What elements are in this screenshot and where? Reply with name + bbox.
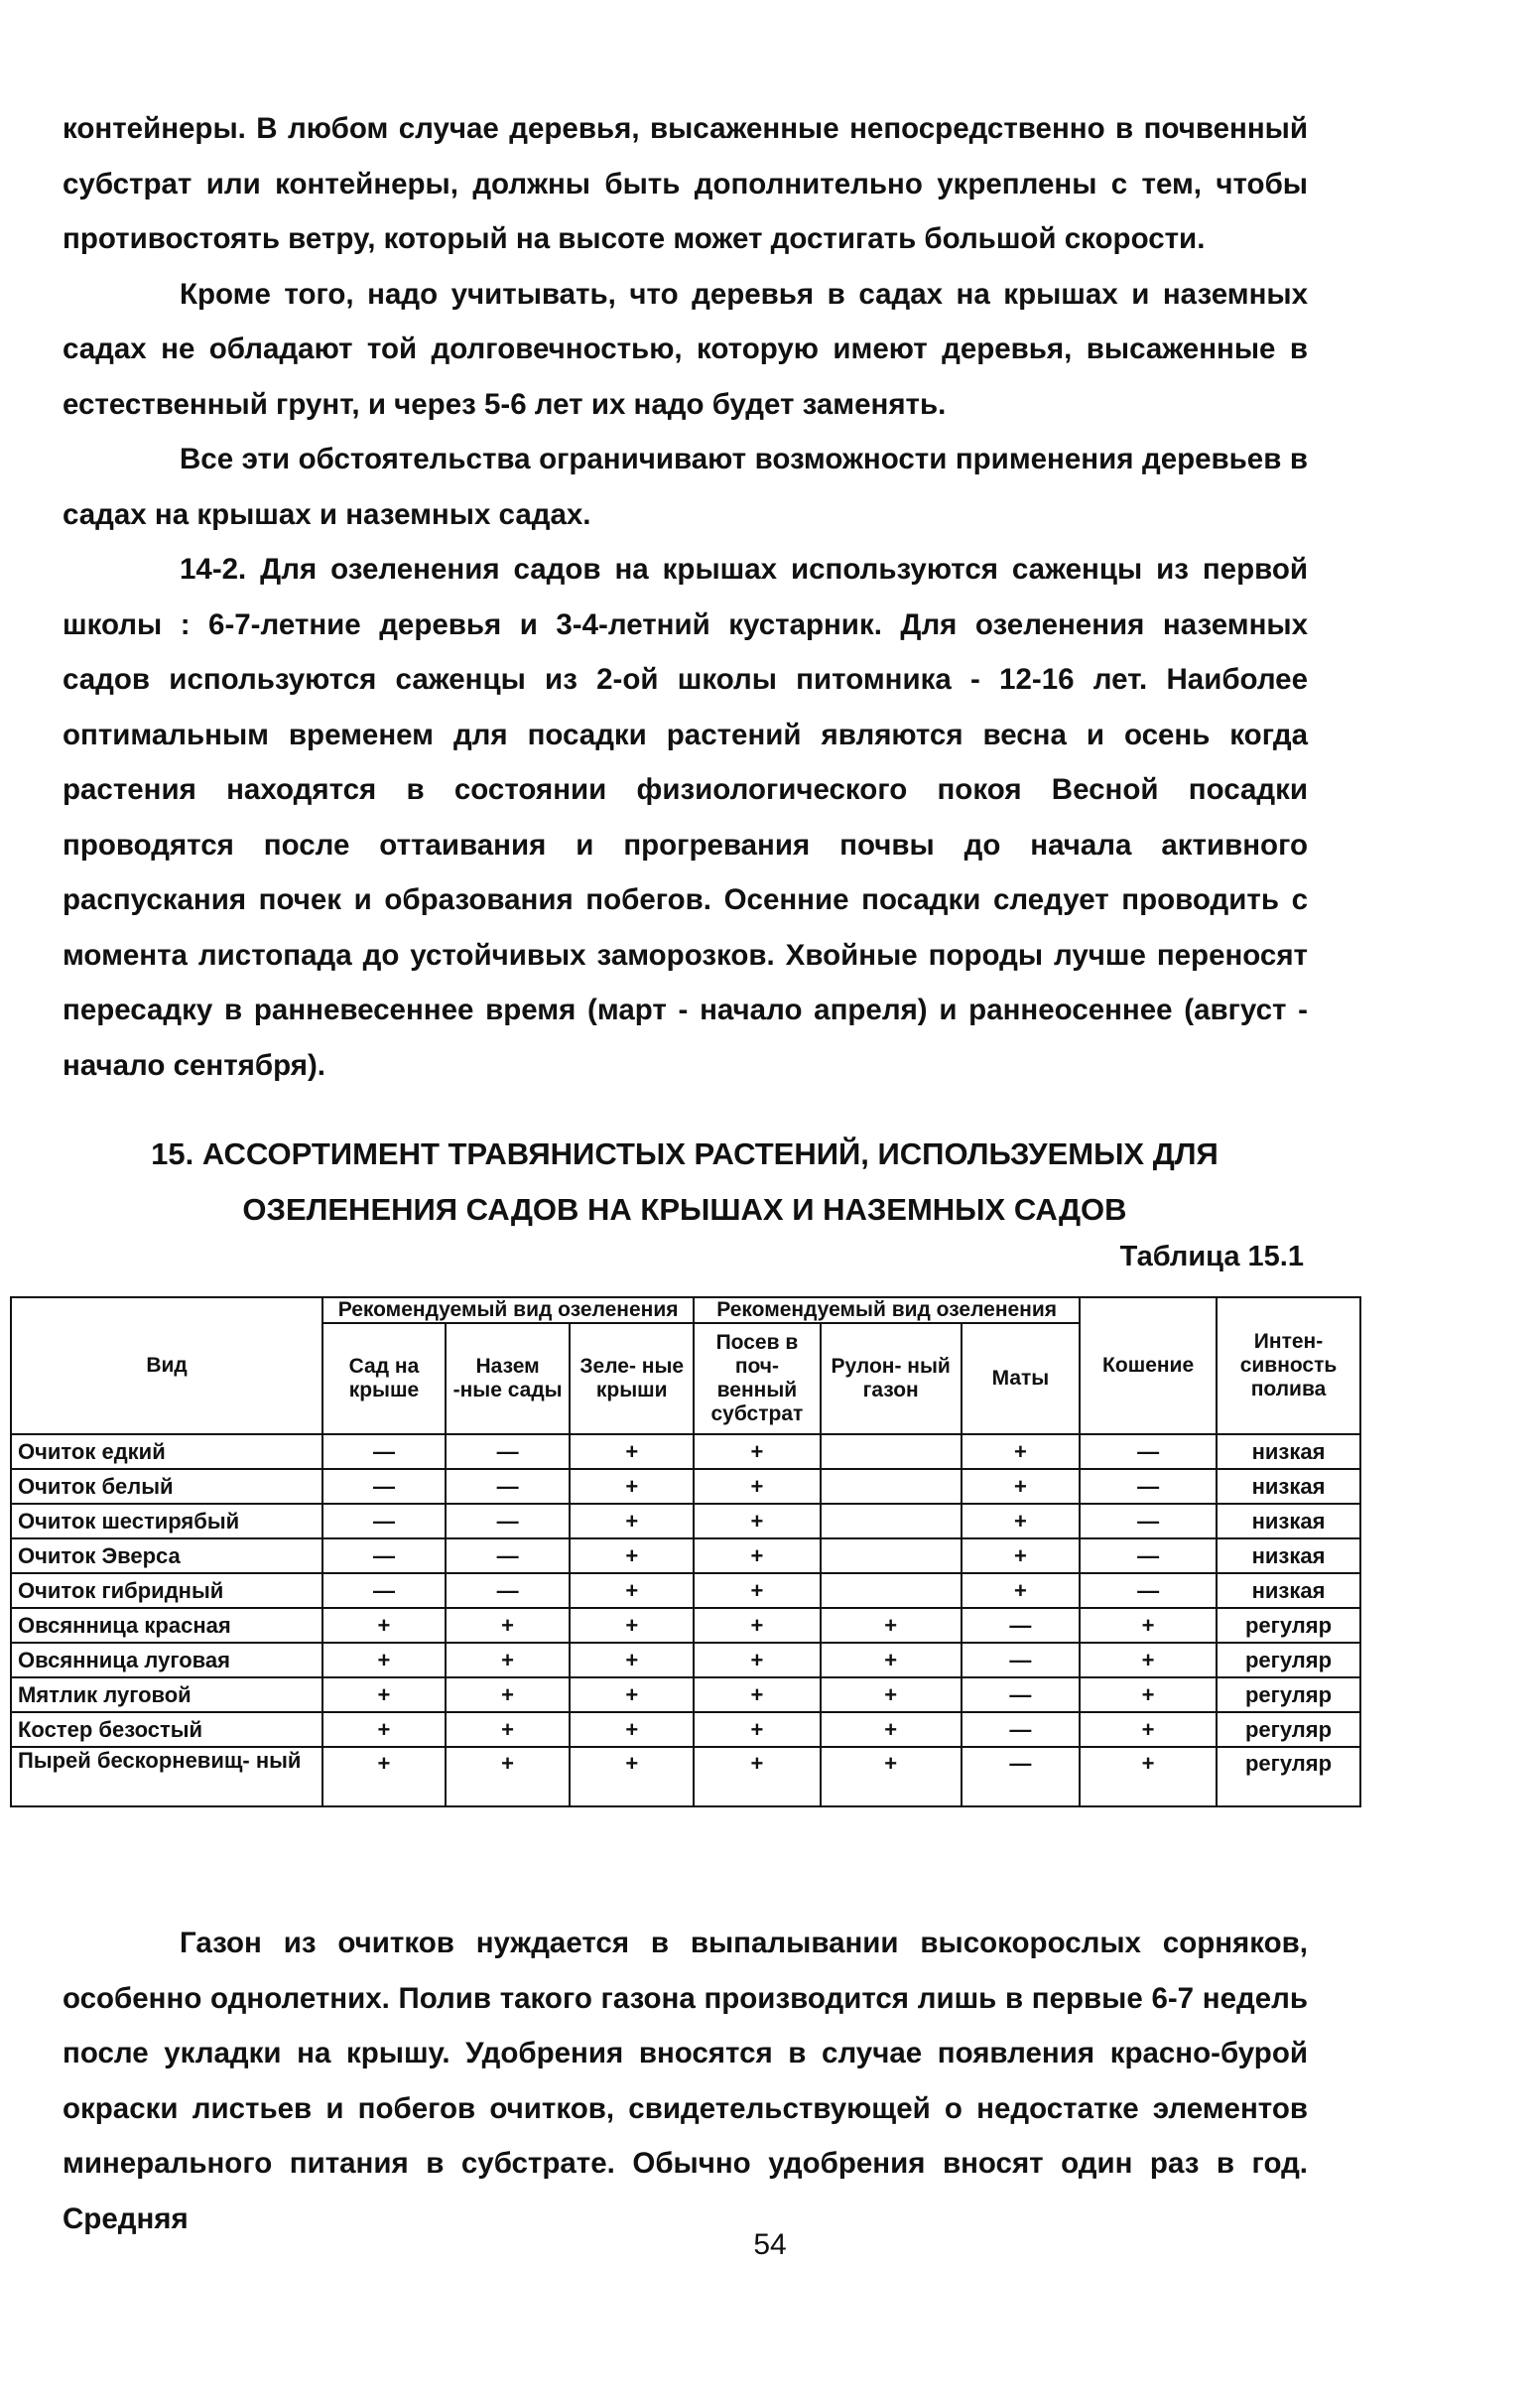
cell bbox=[821, 1469, 962, 1504]
cell: — bbox=[322, 1434, 446, 1469]
cell: + bbox=[446, 1643, 571, 1677]
cell: — bbox=[1080, 1573, 1217, 1608]
cell: низкая bbox=[1217, 1538, 1360, 1573]
cell: + bbox=[1080, 1747, 1217, 1806]
cell-species: Пырей бескорневищ- ный bbox=[11, 1747, 322, 1806]
cell: + bbox=[570, 1608, 694, 1643]
cell-species: Костер безостый bbox=[11, 1712, 322, 1747]
cell: + bbox=[694, 1434, 821, 1469]
cell: + bbox=[570, 1504, 694, 1538]
paragraph: контейнеры. В любом случае деревья, высаженные непосредственно в почвенный субстрат или контейнеры, должны быть дополнительно укреплены с тем, чтобы противостоять ветру, который на высоте может достигать большой скорости. bbox=[63, 112, 1308, 255]
cell bbox=[821, 1538, 962, 1573]
cell: + bbox=[694, 1538, 821, 1573]
cell: + bbox=[570, 1434, 694, 1469]
cell: — bbox=[446, 1538, 571, 1573]
cell-species: Очиток белый bbox=[11, 1469, 322, 1504]
cell: + bbox=[694, 1712, 821, 1747]
cell: — bbox=[446, 1469, 571, 1504]
header-group-2: Рекомендуемый вид озеленения bbox=[694, 1297, 1080, 1323]
cell: + bbox=[570, 1747, 694, 1806]
cell: + bbox=[821, 1747, 962, 1806]
cell: + bbox=[322, 1677, 446, 1712]
cell: — bbox=[446, 1573, 571, 1608]
cell bbox=[821, 1573, 962, 1608]
table-row bbox=[11, 1643, 1360, 1677]
cell: + bbox=[322, 1747, 446, 1806]
cell: + bbox=[962, 1573, 1081, 1608]
paragraph: Газон из очитков нуждается в выпалывании высокорослых сорняков, особенно однолетних. Полив такого газона производится лишь в первые 6-7 недель после укладки на крышу. Удобрения вносятся в случае появления красно-бурой окраски листьев и побегов очитков, свидетельствующей о недостатке элементов минерального питания в субстрате. Обычно удобрения вносят один раз в год. Средняя bbox=[63, 1927, 1308, 2235]
cell: регуляр bbox=[1217, 1643, 1360, 1677]
header-green-roofs: Зеле- ные крыши bbox=[570, 1323, 694, 1434]
cell: — bbox=[1080, 1434, 1217, 1469]
cell: — bbox=[962, 1677, 1081, 1712]
cell: + bbox=[962, 1538, 1081, 1573]
section-title: 15. АССОРТИМЕНТ ТРАВЯНИСТЫХ РАСТЕНИЙ, ИСПОЛЬЗУЕМЫХ ДЛЯ ОЗЕЛЕНЕНИЯ САДОВ НА КРЫШАХ И НАЗЕМНЫХ САДОВ bbox=[151, 1136, 1219, 1227]
cell: + bbox=[821, 1712, 962, 1747]
cell: + bbox=[694, 1643, 821, 1677]
cell: — bbox=[962, 1608, 1081, 1643]
cell: + bbox=[694, 1573, 821, 1608]
cell: — bbox=[322, 1469, 446, 1504]
cell: регуляр bbox=[1217, 1747, 1360, 1806]
cell: — bbox=[446, 1504, 571, 1538]
cell: + bbox=[446, 1712, 571, 1747]
header-species: Вид bbox=[11, 1297, 322, 1434]
cell: + bbox=[1080, 1608, 1217, 1643]
table-row bbox=[11, 1538, 1360, 1573]
top-text bbox=[63, 101, 1308, 1093]
cell: + bbox=[821, 1677, 962, 1712]
cell bbox=[821, 1504, 962, 1538]
table-caption: Таблица 15.1 bbox=[1119, 1241, 1304, 1272]
cell: — bbox=[962, 1712, 1081, 1747]
cell: регуляр bbox=[1217, 1712, 1360, 1747]
cell: низкая bbox=[1217, 1504, 1360, 1538]
bottom-text bbox=[63, 1916, 1308, 2246]
cell: — bbox=[1080, 1504, 1217, 1538]
cell: + bbox=[694, 1608, 821, 1643]
cell: + bbox=[570, 1469, 694, 1504]
cell-species: Овсянница красная bbox=[11, 1608, 322, 1643]
cell: + bbox=[446, 1677, 571, 1712]
cell: низкая bbox=[1217, 1573, 1360, 1608]
cell: — bbox=[322, 1538, 446, 1573]
cell: + bbox=[446, 1747, 571, 1806]
cell: — bbox=[962, 1747, 1081, 1806]
cell: + bbox=[1080, 1677, 1217, 1712]
cell: + bbox=[570, 1677, 694, 1712]
cell: + bbox=[322, 1643, 446, 1677]
cell-species: Овсянница луговая bbox=[11, 1643, 322, 1677]
header-group-1: Рекомендуемый вид озеленения bbox=[322, 1297, 694, 1323]
cell: — bbox=[1080, 1538, 1217, 1573]
cell: + bbox=[821, 1608, 962, 1643]
header-mowing: Кошение bbox=[1080, 1297, 1217, 1434]
cell: — bbox=[322, 1573, 446, 1608]
paragraph: 14-2. Для озеленения садов на крышах используются саженцы из первой школы : 6-7-летние деревья и 3-4-летний кустарник. Для озеленения наземных садов используются саженцы из 2-ой школы питомника - 12-16 лет. Наиболее оптимальным временем для посадки растений являются весна и осень когда растения находятся в состоянии физиологического покоя Весной посадки проводятся после оттаивания и прогревания почвы до начала активного распускания почек и образования побегов. Осенние посадки следует проводить с момента листопада до устойчивых заморозков. Хвойные породы лучше переносят пересадку в ранневесеннее время (март - начало апреля) и раннеосеннее (август - начало сентября). bbox=[63, 553, 1308, 1082]
cell: — bbox=[446, 1434, 571, 1469]
cell: + bbox=[570, 1643, 694, 1677]
header-sowing: Посев в поч- венный субстрат bbox=[694, 1323, 821, 1434]
cell: + bbox=[322, 1712, 446, 1747]
cell: + bbox=[962, 1504, 1081, 1538]
cell: + bbox=[694, 1747, 821, 1806]
table-row bbox=[11, 1469, 1360, 1504]
cell-species: Очиток гибридный bbox=[11, 1573, 322, 1608]
cell: низкая bbox=[1217, 1434, 1360, 1469]
cell: низкая bbox=[1217, 1469, 1360, 1504]
table-row bbox=[11, 1712, 1360, 1747]
cell: + bbox=[694, 1469, 821, 1504]
cell: + bbox=[694, 1504, 821, 1538]
cell: + bbox=[694, 1677, 821, 1712]
header-ground-garden: Назем -ные сады bbox=[446, 1323, 571, 1434]
header-roll-lawn: Рулон- ный газон bbox=[821, 1323, 962, 1434]
header-roof-garden: Сад на крыше bbox=[322, 1323, 446, 1434]
table-row bbox=[11, 1608, 1360, 1643]
cell: + bbox=[962, 1434, 1081, 1469]
cell: + bbox=[322, 1608, 446, 1643]
cell: + bbox=[570, 1712, 694, 1747]
header-watering: Интен- сивность полива bbox=[1217, 1297, 1360, 1434]
cell-species: Очиток Эверса bbox=[11, 1538, 322, 1573]
cell-species: Мятлик луговой bbox=[11, 1677, 322, 1712]
header-mats: Маты bbox=[962, 1323, 1081, 1434]
cell: + bbox=[1080, 1643, 1217, 1677]
cell: — bbox=[1080, 1469, 1217, 1504]
page-number: 54 bbox=[753, 2228, 787, 2261]
cell: регуляр bbox=[1217, 1608, 1360, 1643]
cell: регуляр bbox=[1217, 1677, 1360, 1712]
cell-species: Очиток шестирябый bbox=[11, 1504, 322, 1538]
paragraph: Кроме того, надо учитывать, что деревья в садах на крышах и наземных садах не обладают той долговечностью, которую имеют деревья, высаженные в естественный грунт, и через 5-6 лет их надо будет заменять. bbox=[63, 277, 1308, 421]
plant-table bbox=[10, 1296, 1361, 1807]
cell: + bbox=[570, 1538, 694, 1573]
cell: — bbox=[962, 1643, 1081, 1677]
paragraph: Все эти обстоятельства ограничивают возможности применения деревьев в садах на крышах и наземных садах. bbox=[63, 443, 1308, 531]
cell: + bbox=[570, 1573, 694, 1608]
cell: — bbox=[322, 1504, 446, 1538]
cell-species: Очиток едкий bbox=[11, 1434, 322, 1469]
table-row bbox=[11, 1573, 1360, 1608]
table-row bbox=[11, 1677, 1360, 1712]
table-container bbox=[10, 1296, 1361, 1807]
table-row bbox=[11, 1747, 1360, 1806]
cell: + bbox=[962, 1469, 1081, 1504]
table-row bbox=[11, 1434, 1360, 1469]
table-row bbox=[11, 1504, 1360, 1538]
cell: + bbox=[446, 1608, 571, 1643]
cell: + bbox=[821, 1643, 962, 1677]
cell bbox=[821, 1434, 962, 1469]
cell: + bbox=[1080, 1712, 1217, 1747]
